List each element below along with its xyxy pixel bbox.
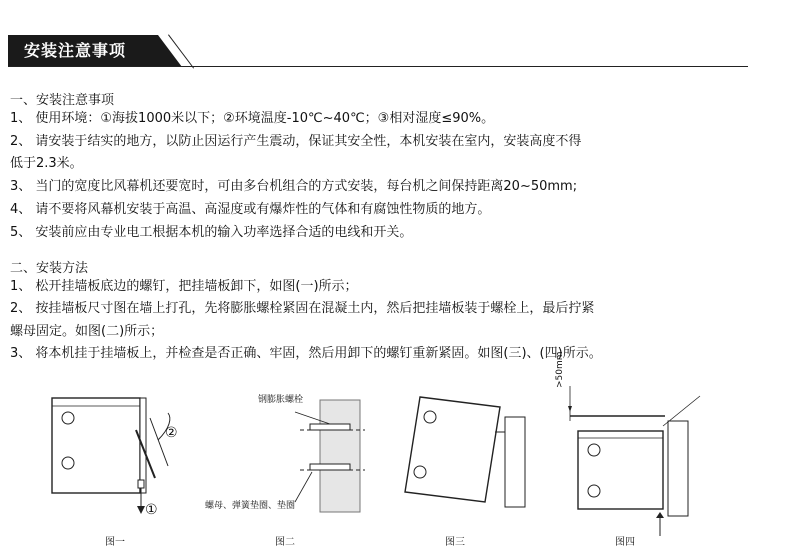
fig3-caption: 图三 (445, 537, 465, 548)
figure-4-diagram (560, 376, 710, 536)
part1-item-4: 4、 请不要将风幕机安装于高温、高湿度或有爆炸性的气体和有腐蚀性物质的地方。 (10, 202, 491, 217)
part2-item-1: 1、 松开挂墙板底边的螺钉，把挂墙板卸下，如图(一)所示； (10, 279, 358, 294)
fig1-marker-2: ② (165, 425, 178, 441)
part1-item-3: 3、 当门的宽度比风幕机还要宽时，可由多台机组合的方式安装，每台机之间保持距离20~50mm; (10, 179, 578, 194)
section-title: 安装注意事项 (24, 41, 127, 60)
part2-item-3: 3、 将本机挂于挂墙板上，并检查是否正确、牢固，然后用卸下的螺钉重新紧固。如图(三)、(四)所示。 (10, 346, 602, 361)
fig2-label-bolt: 钢膨胀螺栓 (258, 395, 304, 405)
part1-item-5: 5、 安装前应由专业电工根据本机的输入功率选择合适的电线和开关。 (10, 225, 413, 240)
fig4-caption: 图四 (615, 537, 635, 548)
part2-item-2-cont: 螺母固定。如图(二)所示； (10, 324, 164, 339)
fig1-marker-1: ① (145, 502, 158, 518)
part1-heading: 一、安装注意事项 (10, 93, 115, 108)
part1-item-1: 1、 使用环境：①海拔1000米以下；②环境温度-10℃~40℃；③相对湿度≤90%。 (10, 111, 495, 126)
figure-3-diagram (395, 392, 545, 522)
header-divider (8, 66, 748, 67)
part2-heading: 二、安装方法 (10, 261, 89, 276)
part1-item-2-cont: 低于2.3米。 (10, 156, 83, 171)
fig4-label-gap: >50mm (555, 351, 565, 388)
part1-item-2: 2、 请安装于结实的地方，以防止因运行产生震动，保证其安全性，本机安装在室内，安装高度不得 (10, 134, 582, 149)
fig2-caption: 图二 (275, 537, 295, 548)
fig1-caption: 图一 (105, 537, 125, 548)
figure-1-diagram (40, 388, 190, 528)
fig2-label-washers: 螺母、弹簧垫圈、垫圈 (205, 501, 296, 511)
part2-item-2: 2、 按挂墙板尺寸图在墙上打孔，先将膨胀螺栓紧固在混凝土内，然后把挂墙板装于螺栓上，最后拧紧 (10, 301, 595, 316)
